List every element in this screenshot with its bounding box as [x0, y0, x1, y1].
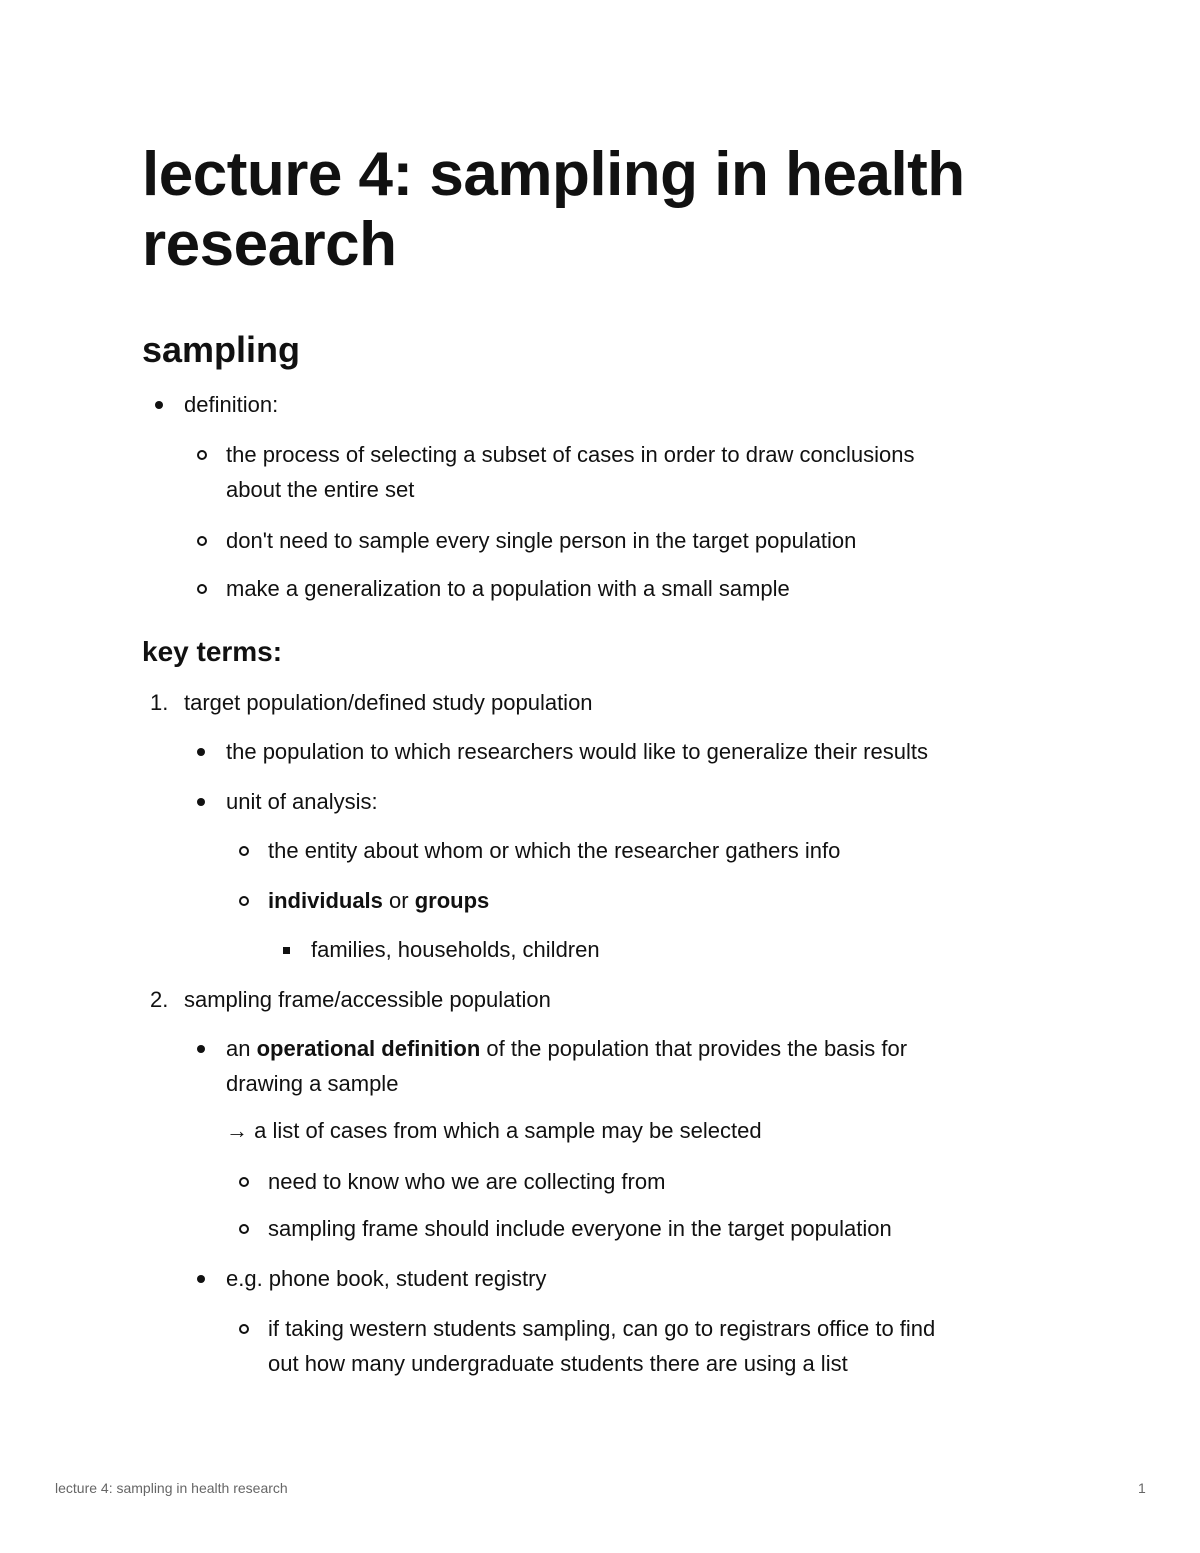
section-heading-key-terms: key terms:	[142, 636, 283, 667]
bullet-circle-icon	[197, 450, 207, 460]
definition-text: make a generalization to a population with a small sample	[226, 576, 790, 601]
list-item	[239, 1311, 935, 1346]
term-desc: the population to which researchers would like to generalize their results	[226, 739, 928, 764]
bullet-circle-icon	[239, 896, 249, 906]
list-item	[197, 734, 928, 769]
bullet-dot-icon	[197, 1275, 205, 1283]
definition-text-cont: about the entire set	[226, 477, 415, 502]
list-item	[239, 833, 840, 868]
bullet-circle-icon	[239, 846, 249, 856]
examples: families, households, children	[311, 937, 600, 962]
bullet-circle-icon	[197, 536, 207, 546]
list-item	[197, 437, 914, 472]
list-item-definition	[155, 387, 278, 422]
bold-individuals: individuals	[268, 888, 383, 913]
list-item	[197, 784, 378, 819]
list-item	[239, 1211, 892, 1246]
example-sub-cont: out how many undergraduate students there are using a list	[268, 1351, 848, 1376]
example-sub: if taking western students sampling, can go to registrars office to find	[268, 1316, 936, 1341]
item-number: 2.	[150, 987, 169, 1012]
page-title: lecture 4: sampling in health research	[142, 140, 965, 279]
list-item	[239, 883, 489, 918]
item-number: 1.	[150, 690, 169, 715]
text-an: an	[226, 1036, 257, 1061]
sub-item: sampling frame should include everyone in the target population	[268, 1216, 892, 1241]
list-item	[283, 932, 600, 967]
numbered-item-1	[150, 685, 593, 720]
list-item	[197, 1261, 546, 1296]
bullet-square-icon	[283, 947, 290, 954]
list-item-continuation	[226, 1066, 398, 1101]
unit-label: unit of analysis:	[226, 789, 378, 814]
numbered-item-2	[150, 982, 551, 1017]
section-heading-sampling: sampling	[142, 329, 301, 370]
list-item-continuation	[226, 472, 414, 507]
list-item-continuation	[268, 1346, 848, 1381]
unit-desc: the entity about whom or which the researcher gathers info	[268, 838, 841, 863]
text-desc-rest: of the population that provides the basis for	[480, 1036, 908, 1061]
bullet-dot-icon	[197, 798, 205, 806]
bullet-dot-icon	[197, 748, 205, 756]
connector-or: or	[382, 888, 415, 913]
term-label: sampling frame/accessible population	[184, 987, 551, 1012]
sub-item: need to know who we are collecting from	[268, 1169, 666, 1194]
bold-groups: groups	[414, 888, 490, 913]
arrow-line	[226, 1113, 762, 1148]
bullet-circle-icon	[239, 1324, 249, 1334]
bullet-dot-icon	[155, 401, 163, 409]
desc-line-2: drawing a sample	[226, 1071, 399, 1096]
list-item	[239, 1164, 665, 1199]
bullet-circle-icon	[239, 1177, 249, 1187]
list-item	[197, 571, 790, 606]
list-item	[197, 523, 856, 558]
example-text: e.g. phone book, student registry	[226, 1266, 547, 1291]
definition-text: don't need to sample every single person in the target population	[226, 528, 857, 553]
term-label: target population/defined study population	[184, 690, 593, 715]
bullet-circle-icon	[239, 1224, 249, 1234]
page-number: 1	[1138, 1480, 1146, 1496]
footer-title: lecture 4: sampling in health research	[55, 1480, 288, 1496]
definition-text: the process of selecting a subset of cases in order to draw conclusions	[226, 442, 915, 467]
bullet-circle-icon	[197, 584, 207, 594]
definition-label: definition:	[184, 392, 279, 417]
arrow-text: → a list of cases from which a sample may be selected	[226, 1118, 762, 1143]
bold-operational-definition: operational definition	[256, 1036, 481, 1061]
bullet-dot-icon	[197, 1045, 205, 1053]
list-item	[197, 1031, 907, 1066]
